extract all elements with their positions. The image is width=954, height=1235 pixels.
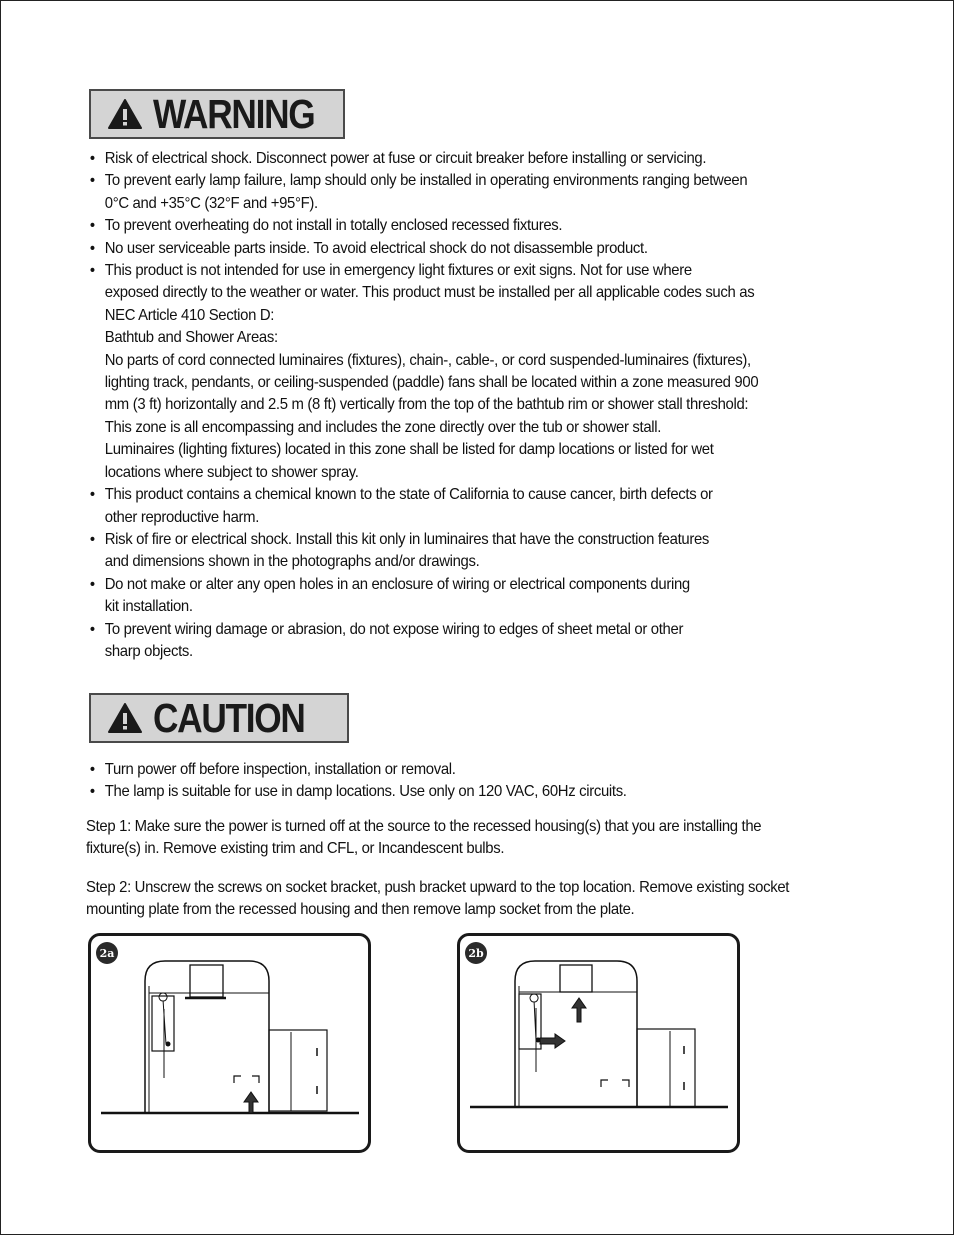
figure-tag: 2b	[465, 942, 487, 964]
list-item: • Do not make or alter any open holes in an enclosure of wiring or electrical components during kit installation.	[88, 574, 895, 619]
warning-triangle-icon	[107, 98, 143, 130]
warning-list	[88, 148, 878, 663]
caution-label: CAUTION	[153, 694, 305, 741]
caution-list	[88, 759, 878, 804]
step-1-text: Step 1: Make sure the power is turned off at the source to the recessed housing(s) that you are installing the fixture(s) in. Remove existing trim and CFL, or Incandescent bulbs.	[86, 818, 762, 858]
recessed-housing-diagram-icon	[460, 936, 737, 1150]
caution-banner	[89, 693, 349, 743]
list-item: • To prevent overheating do not install in totally enclosed recessed fixtures.	[88, 215, 895, 237]
warning-banner	[89, 89, 345, 139]
list-item: • To prevent wiring damage or abrasion, do not expose wiring to edges of sheet metal or other sharp objects.	[88, 619, 895, 664]
list-item: • This product contains a chemical known to the state of California to cause cancer, birth defects or other reproductive harm.	[88, 484, 895, 529]
figure-tag: 2a	[96, 942, 118, 964]
list-item: • No user serviceable parts inside. To avoid electrical shock do not disassemble product.	[88, 238, 895, 260]
figure-2a	[88, 933, 371, 1153]
list-item: • Turn power off before inspection, installation or removal.	[88, 759, 895, 781]
list-item: • To prevent early lamp failure, lamp should only be installed in operating environments ranging between 0°C and +35°C (32°F and +95°F).	[88, 170, 895, 215]
list-item: • This product is not intended for use in emergency light fixtures or exit signs. Not for use where exposed directly to the weather or water. This product must be installed per all applicable codes such as NEC Article 410 Section D: Bathtub and Shower Areas: No parts of cord connected luminaires (fixtures), chain-, cable-, or cord suspended-luminaires (fixtures), lighting track, pendants, or ceiling-suspended (paddle) fans shall be located within a zone measured 900 mm (3 ft) horizontally and 2.5 m (8 ft) vertically from the top of the bathtub rim or shower stall threshold: This zone is all encompassing and includes the zone directly over the tub or shower stall. Luminaires (lighting fixtures) located in this zone shall be listed for damp locations or listed for wet locations where subject to shower spray.	[88, 260, 895, 484]
warning-label: WARNING	[153, 90, 315, 137]
warning-triangle-icon	[107, 702, 143, 734]
recessed-housing-diagram-icon	[91, 936, 368, 1150]
figure-2b	[457, 933, 740, 1153]
list-item: • The lamp is suitable for use in damp locations. Use only on 120 VAC, 60Hz circuits.	[88, 781, 895, 803]
list-item: • Risk of fire or electrical shock. Install this kit only in luminaires that have the construction features and dimensions shown in the photographs and/or drawings.	[88, 529, 895, 574]
step-2-text: Step 2: Unscrew the screws on socket bracket, push bracket upward to the top location. Remove existing socket mounting plate from the recessed housing and then remove lamp socket from the plate.	[86, 879, 790, 919]
list-item: • Risk of electrical shock. Disconnect power at fuse or circuit breaker before installing or servicing.	[88, 148, 895, 170]
